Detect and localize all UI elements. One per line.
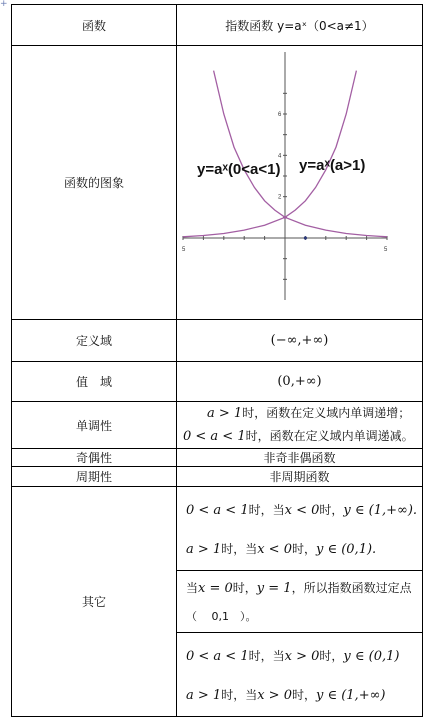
monotonic-text-2: 时，函数在定义域内单调递减。 xyxy=(245,429,414,443)
table-row xyxy=(12,46,423,320)
function-graph xyxy=(177,46,423,316)
other-5-cond: a > 1 xyxy=(186,687,222,703)
other-4-y: y ∈ (0,1) xyxy=(343,648,400,664)
other-1-text: 时，当 xyxy=(248,502,285,517)
table-row xyxy=(12,449,423,467)
range-value: (0,+∞) xyxy=(177,362,423,402)
curve-label-increasing: y=aˣ(a>1) xyxy=(299,157,366,174)
other-block-3 xyxy=(177,633,423,717)
monotonic-text-1: 时，函数在定义域内单调递增； xyxy=(242,406,411,420)
period-value: 非周期函数 xyxy=(177,467,423,487)
other-label: 其它 xyxy=(12,487,177,717)
other-2-x: x < 0 xyxy=(257,541,292,557)
graph-cell xyxy=(177,46,423,320)
other-5-text2: 时， xyxy=(291,687,316,702)
other-4-cond: 0 < a < 1 xyxy=(186,648,249,664)
other-5-text: 时，当 xyxy=(221,687,258,702)
other-5-x: x > 0 xyxy=(257,687,292,703)
other-2-y: y ∈ (0,1). xyxy=(315,541,377,557)
other-1-x: x < 0 xyxy=(284,502,320,518)
table-row xyxy=(12,5,423,46)
other-3-text2: 时， xyxy=(232,581,257,595)
domain-value: (−∞,+∞) xyxy=(177,320,423,362)
other-block-1 xyxy=(177,487,423,571)
parity-value: 非奇非偶函数 xyxy=(177,449,423,467)
y-tick-label: 6 xyxy=(278,112,282,118)
header-label: 函数 xyxy=(12,5,177,46)
table-row xyxy=(12,467,423,487)
other-4-text: 时，当 xyxy=(248,648,285,663)
parity-label: 奇偶性 xyxy=(12,449,177,467)
domain-label: 定义域 xyxy=(12,320,177,362)
period-label: 周期性 xyxy=(12,467,177,487)
x-tick-label: 5 xyxy=(384,247,388,253)
other-4-text2: 时， xyxy=(319,648,344,663)
other-1-y: y ∈ (1,+∞). xyxy=(343,502,418,518)
other-1-text2: 时， xyxy=(319,502,344,517)
monotonic-cond-2: 0 < a < 1 xyxy=(183,429,246,444)
other-3-text: 当 xyxy=(186,581,199,595)
other-4-x: x > 0 xyxy=(284,648,320,664)
header-value: 指数函数 y=aˣ（0<a≠1） xyxy=(177,5,423,46)
other-2-text2: 时， xyxy=(291,541,316,556)
other-2-text: 时，当 xyxy=(221,541,258,556)
other-block-2 xyxy=(177,571,423,633)
corner-mark: + xyxy=(0,0,8,9)
other-1-cond: 0 < a < 1 xyxy=(186,502,249,518)
curve-label-decreasing: y=aˣ(0<a<1) xyxy=(197,161,281,178)
range-label: 值 域 xyxy=(12,362,177,402)
monotonic-cond-1: a > 1 xyxy=(207,406,243,421)
other-3-text3: ，所以指数函数过定点 xyxy=(291,581,412,595)
x-tick-label: 5 xyxy=(182,247,186,253)
y-tick-label: 2 xyxy=(278,194,282,201)
curve-series-2 xyxy=(214,71,387,237)
y-tick-label: 4 xyxy=(278,153,282,160)
other-2-cond: a > 1 xyxy=(186,541,222,557)
table-row xyxy=(12,402,423,449)
table-row xyxy=(12,362,423,402)
other-3-x: x = 0 xyxy=(198,581,233,596)
table-row xyxy=(12,487,423,571)
intersection-point xyxy=(284,216,287,219)
graph-label: 函数的图象 xyxy=(12,46,177,320)
axis-dot xyxy=(304,236,307,239)
table-row xyxy=(12,320,423,362)
exponential-function-table xyxy=(11,4,423,717)
monotonic-value xyxy=(177,402,423,449)
other-3-y: y = 1 xyxy=(256,581,292,596)
fixed-point: （ 0,1 ）。 xyxy=(186,610,257,623)
other-5-y: y ∈ (1,+∞) xyxy=(315,687,386,703)
monotonic-label: 单调性 xyxy=(12,402,177,449)
curve-series-1 xyxy=(183,71,356,237)
